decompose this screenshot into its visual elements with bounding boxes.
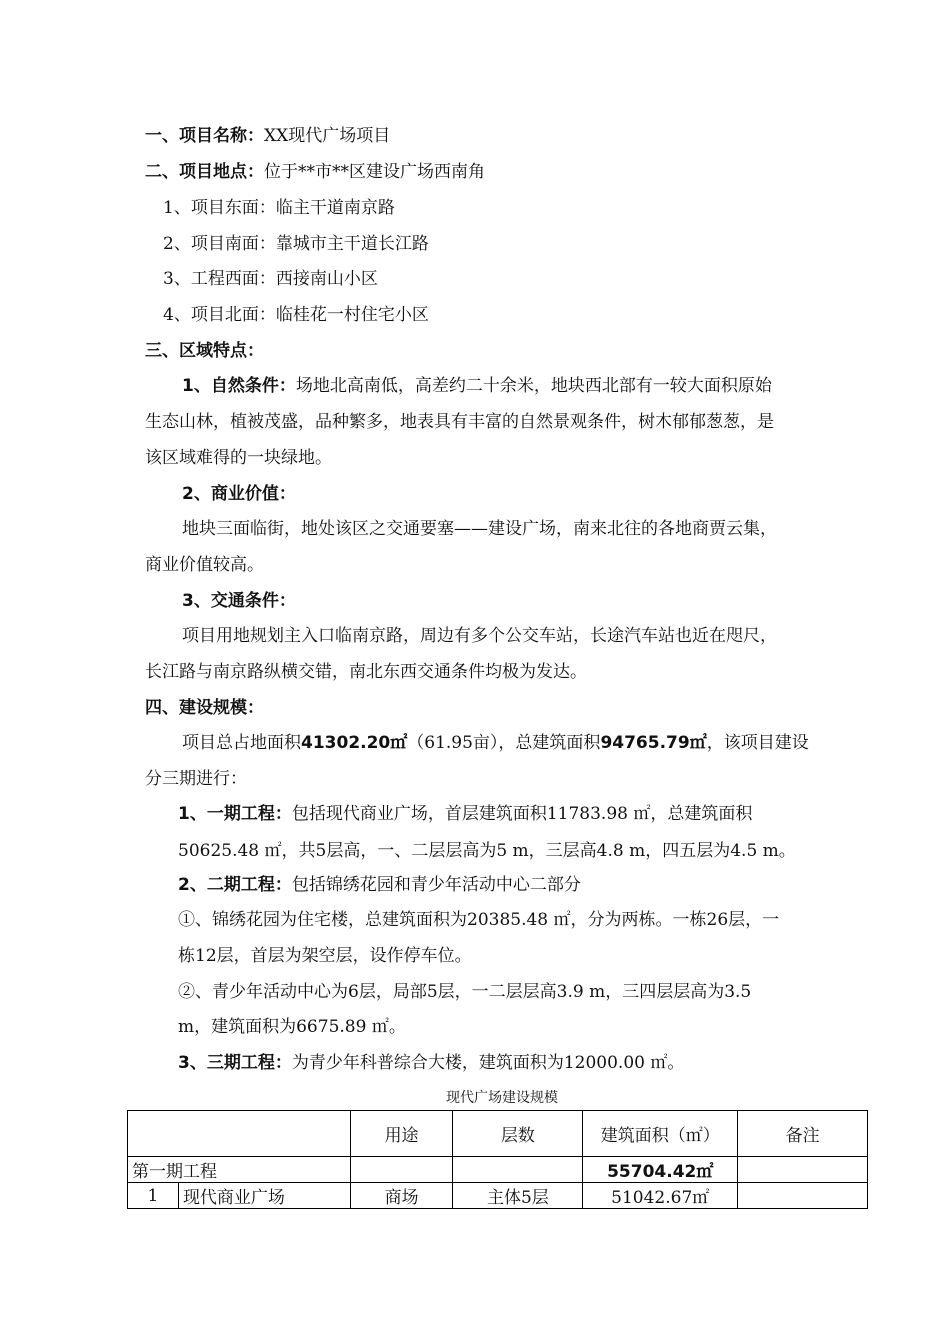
natural-conditions-line-3: 该区域难得的一块绿地。 [145, 448, 332, 468]
scale-line-2: 分三期进行： [145, 769, 247, 789]
phase3-label: 3、三期工程： [178, 1053, 292, 1073]
cell [453, 1157, 583, 1183]
cell [350, 1157, 453, 1183]
project-location-value: 位于**市**区建设广场西南角 [264, 162, 485, 182]
natural-conditions-line-2: 生态山林，植被茂盛，品种繁多，地表具有丰富的自然景观条件，树木郁郁葱葱，是 [145, 412, 774, 432]
scale-line-1 [182, 732, 809, 754]
scale-text-pre: 项目总占地面积 [182, 733, 301, 753]
total-building-area: 94765.79㎡ [600, 733, 707, 753]
location-west: 3、工程西面：西接南山小区 [163, 269, 378, 289]
phase1-text-1: 包括现代商业广场，首层建筑面积11783.98 ㎡，总建筑面积 [291, 804, 753, 824]
location-south: 2、项目南面：靠城市主干道长江路 [163, 234, 429, 254]
phase2-item-b-line-1: ②、青少年活动中心为6层，局部5层，一二层层高3.9 m，三四层层高为3.5 [178, 982, 752, 1002]
row-number-cell: 1 [128, 1183, 179, 1209]
subheading-commercial-value: 2、商业价值： [182, 484, 296, 504]
table-row [128, 1157, 868, 1183]
table-row [128, 1183, 868, 1209]
heading-project-name [145, 125, 390, 147]
row-note-cell [738, 1183, 868, 1209]
phase1-area-cell: 55704.42㎡ [583, 1157, 738, 1183]
subheading-traffic: 3、交通条件： [182, 591, 296, 611]
phase2-item-a-line-1: ①、锦绣花园为住宅楼，总建筑面积为20385.48 ㎡，分为两栋。一栋26层，一 [178, 910, 780, 930]
natural-text-1: 场地北高南低，高差约二十余米，地块西北部有一较大面积原始 [295, 376, 772, 396]
row-use-cell: 商场 [350, 1183, 453, 1209]
row-area-cell: 51042.67㎡ [583, 1183, 738, 1209]
phase2-item-b-line-2: m，建筑面积为6675.89 ㎡。 [178, 1017, 406, 1037]
subheading-natural: 1、自然条件： [182, 376, 296, 396]
table-caption: 现代广场建设规模 [446, 1090, 558, 1106]
row-floors-cell: 主体5层 [453, 1183, 583, 1209]
header-use: 用途 [350, 1111, 453, 1157]
location-east: 1、项目东面：临主干道南京路 [163, 198, 395, 218]
phase1-name-cell: 第一期工程 [128, 1157, 351, 1183]
natural-conditions-line-1 [182, 375, 772, 397]
scale-text-mid: （61.95亩），总建筑面积 [407, 733, 601, 753]
table-header-row [128, 1111, 868, 1157]
cell [738, 1157, 868, 1183]
traffic-line-2: 长江路与南京路纵横交错，南北东西交通条件均极为发达。 [145, 662, 587, 682]
phase1-label: 1、一期工程： [178, 804, 292, 824]
heading-construction-scale: 四、建设规模： [145, 698, 264, 718]
heading-project-location [145, 161, 485, 183]
heading-regional-features: 三、区域特点： [145, 341, 264, 361]
location-north: 4、项目北面：临桂花一村住宅小区 [163, 305, 429, 325]
header-building-area: 建筑面积（㎡） [583, 1111, 738, 1157]
heading-label: 一、项目名称： [145, 126, 264, 146]
project-name-value: XX现代广场项目 [264, 126, 391, 146]
commercial-line-1: 地块三面临街，地处该区之交通要塞——建设广场，南来北往的各地商贾云集， [182, 519, 777, 539]
heading-label: 二、项目地点： [145, 162, 264, 182]
construction-scale-table [127, 1110, 868, 1209]
header-empty-cell [128, 1111, 351, 1157]
total-land-area: 41302.20㎡ [301, 733, 408, 753]
phase2-text: 包括锦绣花园和青少年活动中心二部分 [291, 875, 581, 895]
commercial-line-2: 商业价值较高。 [145, 555, 264, 575]
phase3-text: 为青少年科普综合大楼，建筑面积为12000.00 ㎡。 [291, 1053, 685, 1073]
phase2-line [178, 874, 581, 896]
header-remarks: 备注 [738, 1111, 868, 1157]
header-floors: 层数 [453, 1111, 583, 1157]
phase2-item-a-line-2: 栋12层，首层为架空层，设作停车位。 [178, 946, 472, 966]
phase1-line-1 [178, 803, 752, 825]
phase2-label: 2、二期工程： [178, 875, 292, 895]
phase1-line-2: 50625.48 ㎡，共5层高，一、二层层高为5 m，三层高4.8 m，四五层为4.5 m。 [178, 841, 796, 861]
traffic-line-1: 项目用地规划主入口临南京路，周边有多个公交车站，长途汽车站也近在咫尺， [182, 626, 777, 646]
scale-text-post: ，该项目建设 [706, 733, 809, 753]
phase3-line [178, 1052, 684, 1074]
row-name-cell: 现代商业广场 [178, 1183, 350, 1209]
